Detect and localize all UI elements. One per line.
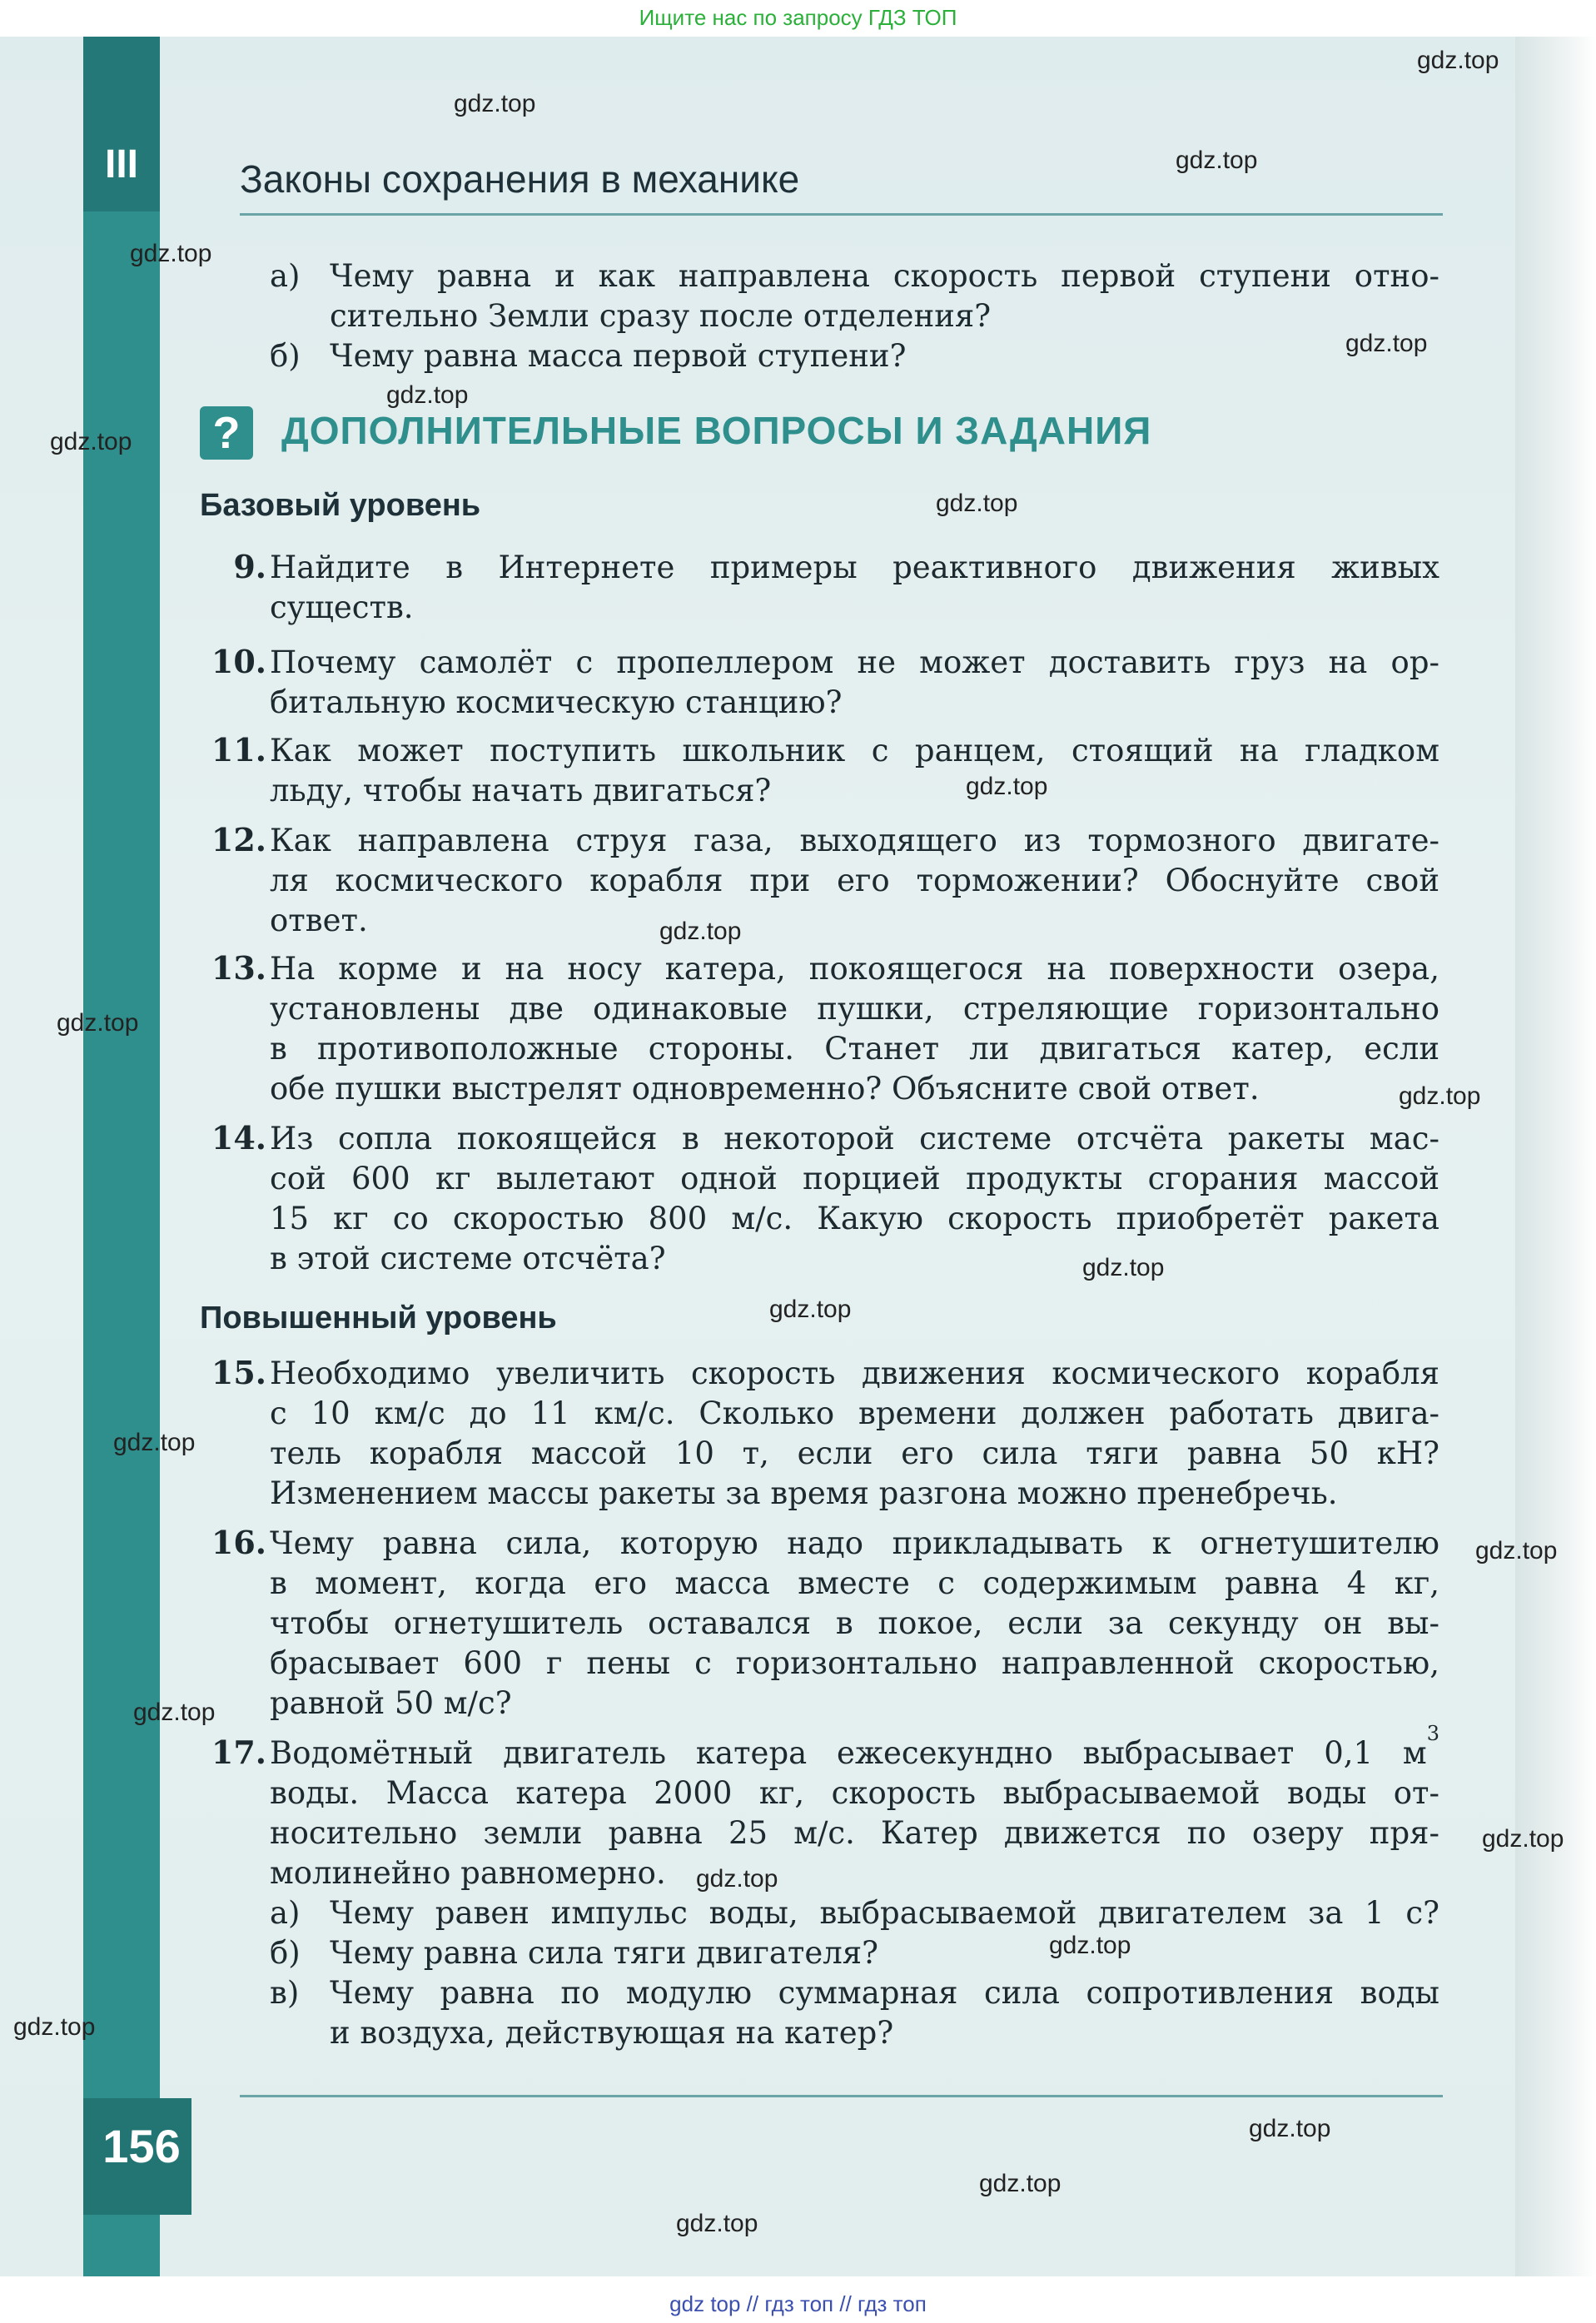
intro-a-line-2: сительно Земли сразу после отделения? <box>330 298 992 334</box>
watermark: gdz.top <box>1399 1082 1481 1110</box>
watermark: gdz.top <box>676 2210 758 2237</box>
question-13-line-2: установлены две одинаковые пушки, стреляющие горизонтально <box>270 991 1439 1027</box>
question-11-number: 11. <box>211 731 266 769</box>
chapter-side-band <box>83 37 160 2276</box>
question-16-line-2: в момент, когда его масса вместе с содержимым равна 4 кг, <box>270 1565 1439 1601</box>
watermark: gdz.top <box>1249 2115 1331 2142</box>
question-10-number: 10. <box>211 643 266 680</box>
question-12-line-2: ля космического корабля при его торможении? Обоснуйте свой <box>270 863 1439 898</box>
question-13-line-4: обе пушки выстрелят одновременно? Объясните свой ответ. <box>270 1071 1260 1107</box>
question-14-line-2: сой 600 кг вылетают одной порцией продукты сгорания массой <box>270 1161 1439 1196</box>
question-12-line-3: ответ. <box>270 903 368 938</box>
question-17-sub-a-label: а) <box>270 1895 301 1931</box>
question-13-line-1: На корме и на носу катера, покоящегося на поверхности озера, <box>270 951 1439 987</box>
watermark: gdz.top <box>50 428 132 455</box>
question-17-line-4: молинейно равномерно. <box>270 1855 666 1891</box>
section-title: ДОПОЛНИТЕЛЬНЫЕ ВОПРОСЫ И ЗАДАНИЯ <box>281 409 1152 452</box>
watermark: gdz.top <box>1482 1825 1564 1853</box>
question-17-line-2: воды. Масса катера 2000 кг, скорость выбрасываемой воды от- <box>270 1775 1439 1811</box>
question-17-sub-c-line-1: Чему равна по модулю суммарная сила сопротивления воды <box>330 1975 1439 2011</box>
question-9-line-1: Найдите в Интернете примеры реактивного движения живых <box>270 550 1439 585</box>
watermark: gdz.top <box>769 1296 852 1323</box>
question-10-line-1: Почему самолёт с пропеллером не может доставить груз на ор- <box>270 644 1439 680</box>
watermark: gdz.top <box>936 490 1018 517</box>
bottom-banner-link[interactable]: gdz top // гдз топ // гдз топ <box>669 2291 927 2316</box>
question-9-line-2: существ. <box>270 589 414 625</box>
watermark: gdz.top <box>659 918 742 945</box>
question-17-sub-c-label: в) <box>270 1975 300 2011</box>
watermark: gdz.top <box>1417 47 1499 74</box>
question-15-line-2: с 10 км/с до 11 км/с. Сколько времени должен работать двига- <box>270 1395 1439 1431</box>
question-17-sub-c-line-2: и воздуха, действующая на катер? <box>330 2015 894 2051</box>
watermark: gdz.top <box>57 1009 139 1037</box>
question-10-line-2: битальную космическую станцию? <box>270 684 843 720</box>
watermark: gdz.top <box>13 2013 96 2041</box>
question-17-sub-a-text: Чему равен импульс воды, выбрасываемой двигателем за 1 с? <box>330 1895 1439 1931</box>
question-13-number: 13. <box>211 949 266 987</box>
intro-b-label: б) <box>270 338 301 374</box>
watermark: gdz.top <box>1049 1932 1131 1959</box>
watermark: gdz.top <box>130 240 212 267</box>
question-16-line-4: брасывает 600 г пены с горизонтально направленной скоростью, <box>270 1645 1439 1681</box>
watermark: gdz.top <box>133 1699 216 1726</box>
intro-a-label: а) <box>270 258 301 294</box>
question-16-line-1: Чему равна сила, которую надо прикладывать к огнетушителю <box>270 1525 1439 1561</box>
watermark: gdz.top <box>966 773 1048 800</box>
question-11-line-2: льду, чтобы начать двигаться? <box>270 773 772 808</box>
watermark: gdz.top <box>979 2170 1062 2197</box>
question-16-line-5: равной 50 м/с? <box>270 1685 512 1721</box>
question-12-line-1: Как направлена струя газа, выходящего из тормозного двигате- <box>270 823 1439 858</box>
header-divider <box>240 213 1443 216</box>
watermark: gdz.top <box>1176 147 1258 174</box>
question-17-line-1 <box>270 1722 1439 1773</box>
question-16-number: 16. <box>211 1524 266 1561</box>
question-15-number: 15. <box>211 1354 266 1391</box>
watermark: gdz.top <box>1475 1537 1558 1564</box>
question-9-number: 9. <box>233 548 266 585</box>
watermark: gdz.top <box>1345 330 1428 357</box>
top-banner-link[interactable]: Ищите нас по запросу ГДЗ ТОП <box>639 5 957 30</box>
question-17-sub-b-label: б) <box>270 1935 301 1971</box>
question-14-line-1: Из сопла покоящейся в некоторой системе отсчёта ракеты мас- <box>270 1121 1439 1157</box>
intro-b-line-1: Чему равна масса первой ступени? <box>330 338 907 374</box>
watermark: gdz.top <box>113 1429 196 1456</box>
watermark: gdz.top <box>454 90 536 117</box>
basic-level-heading: Базовый уровень <box>200 488 481 523</box>
intro-a-line-1: Чему равна и как направлена скорость первой ступени отно- <box>330 258 1439 294</box>
question-11-line-1: Как может поступить школьник с ранцем, стоящий на гладком <box>270 733 1439 769</box>
advanced-level-heading: Повышенный уровень <box>200 1301 557 1336</box>
footer-divider <box>240 2095 1443 2097</box>
question-14-number: 14. <box>211 1119 266 1157</box>
cubic-superscript: 3 <box>1426 1722 1439 1745</box>
question-15-line-4: Изменением массы ракеты за время разгона можно пренебречь. <box>270 1475 1338 1511</box>
question-17-sub-b-text: Чему равна сила тяги двигателя? <box>330 1935 878 1971</box>
watermark: gdz.top <box>1082 1254 1165 1281</box>
page-number: 156 <box>102 2120 181 2172</box>
question-14-line-4: в этой системе отсчёта? <box>270 1241 666 1276</box>
question-14-line-3: 15 кг со скоростью 800 м/с. Какую скорость приобретёт ракета <box>270 1201 1439 1236</box>
question-16-line-3: чтобы огнетушитель оставался в покое, если за секунду он вы- <box>270 1605 1439 1641</box>
page-edge-shadow <box>1515 37 1596 2276</box>
question-mark-icon: ? <box>200 406 253 460</box>
question-17-line-3: носительно земли равна 25 м/с. Катер движется по озеру пря- <box>270 1815 1439 1851</box>
question-12-number: 12. <box>211 821 266 858</box>
question-13-line-3: в противоположные стороны. Станет ли двигаться катер, если <box>270 1031 1439 1067</box>
chapter-title: Законы сохранения в механике <box>240 157 800 201</box>
question-15-line-1: Необходимо увеличить скорость движения космического корабля <box>270 1355 1439 1391</box>
question-17-line-1-text: Водомётный двигатель катера ежесекундно выбрасывает 0,1 м <box>270 1735 1427 1771</box>
watermark: gdz.top <box>696 1865 778 1893</box>
question-15-line-3: тель корабля массой 10 т, если его сила тяги равна 50 кН? <box>270 1435 1439 1471</box>
chapter-roman-numeral: III <box>104 142 138 187</box>
watermark: gdz.top <box>386 381 469 409</box>
question-17-number: 17. <box>211 1734 266 1771</box>
